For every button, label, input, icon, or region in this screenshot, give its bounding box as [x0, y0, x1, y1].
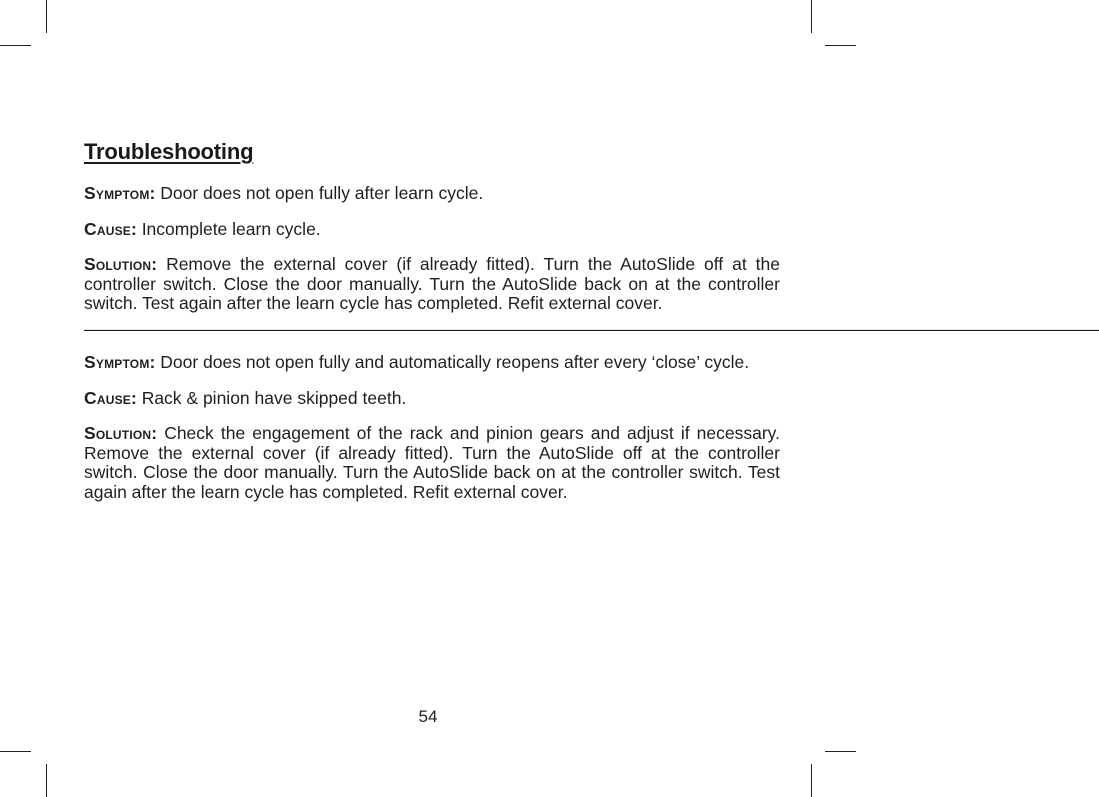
solution-paragraph: Solution: Check the engagement of the rack and pinion gears and adjust if necessary. Remove the external cover (if already fitted). Turn the AutoSlide off at the controller switch. Close the door manually. Turn the AutoSlide back on at the controller switch. Test again after the learn cycle has completed. Refit external cover.	[84, 423, 780, 502]
section-divider: ——————————————————————————————————————————————————————————	[84, 318, 1099, 339]
crop-mark-bottom-right-horizontal	[825, 751, 856, 752]
crop-mark-top-left-horizontal	[0, 45, 31, 46]
symptom-text: Door does not open fully after learn cycle.	[160, 183, 484, 203]
cause-paragraph: Cause: Incomplete learn cycle.	[84, 218, 321, 239]
cause-label: Cause	[84, 218, 131, 239]
solution-text: Remove the external cover (if already fitted). Turn the AutoSlide off at the controller switch. Close the door manually. Turn the AutoSlide back on at the controller switch. Test again after the learn cycle has completed. Refit external cover.	[84, 254, 780, 313]
crop-mark-bottom-left-vertical	[46, 764, 47, 797]
troubleshooting-entry	[84, 353, 780, 502]
cause-text: Incomplete learn cycle.	[141, 218, 321, 239]
crop-mark-bottom-right-vertical	[811, 764, 812, 797]
page-title: Troubleshooting	[84, 139, 254, 164]
solution-label: Solution	[84, 254, 152, 274]
troubleshooting-entry	[84, 184, 780, 314]
crop-mark-top-right-vertical	[811, 0, 812, 33]
cause-paragraph: Cause: Rack & pinion have skipped teeth.	[84, 387, 407, 408]
symptom-label: Symptom	[84, 352, 150, 372]
solution-text: Check the engagement of the rack and pinion gears and adjust if necessary. Remove the external cover (if already fitted). Turn the AutoSlide off at the controller switch. Close the door manually. Turn the AutoSlide back on at the controller switch. Test again after the learn cycle has completed. Refit external cover.	[84, 423, 780, 502]
crop-mark-top-right-horizontal	[825, 45, 856, 46]
cause-label: Cause	[84, 387, 131, 408]
solution-label: Solution	[84, 423, 152, 443]
crop-mark-top-left-vertical	[46, 0, 47, 33]
symptom-text: Door does not open fully and automatically reopens after every ‘close’ cycle.	[160, 352, 750, 372]
crop-mark-bottom-left-horizontal	[0, 751, 31, 752]
symptom-paragraph: Symptom: Door does not open fully and automatically reopens after every ‘close’ cycle.	[84, 352, 750, 372]
page-number: 54	[418, 707, 438, 726]
cause-text: Rack & pinion have skipped teeth.	[141, 387, 407, 408]
page-content	[84, 138, 1099, 518]
symptom-label: Symptom	[84, 183, 150, 203]
symptom-paragraph: Symptom: Door does not open fully after learn cycle.	[84, 183, 484, 203]
solution-paragraph: Solution: Remove the external cover (if already fitted). Turn the AutoSlide off at the controller switch. Close the door manually. Turn the AutoSlide back on at the controller switch. Test again after the learn cycle has completed. Refit external cover.	[84, 254, 780, 313]
